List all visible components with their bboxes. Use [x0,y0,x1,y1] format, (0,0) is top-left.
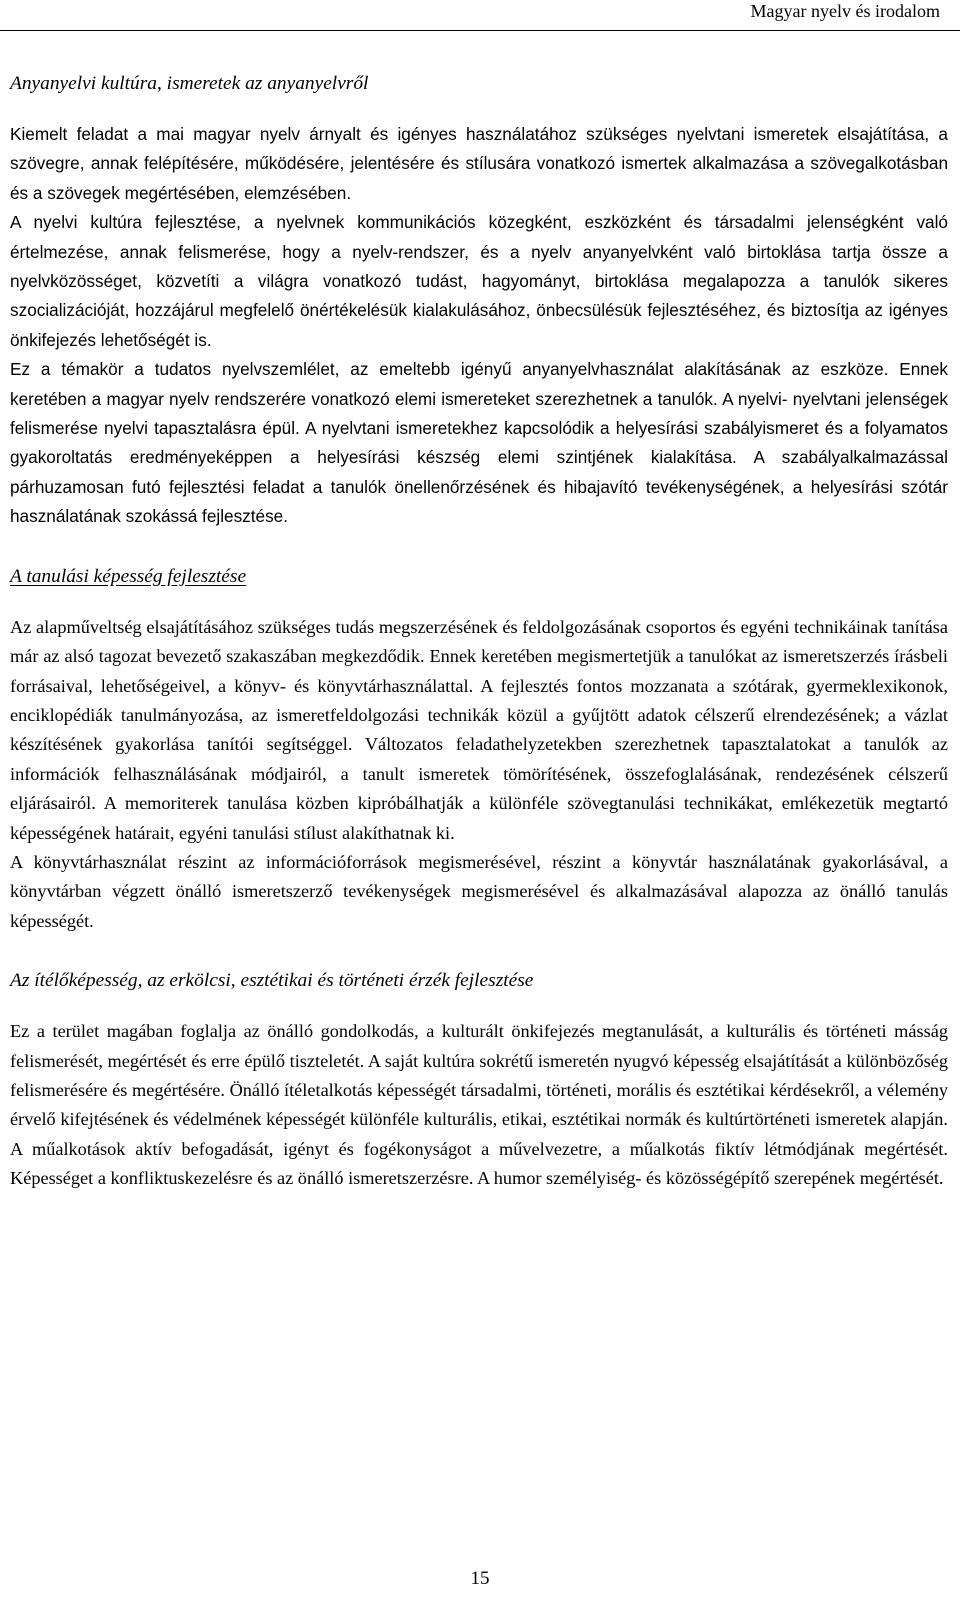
paragraph-nyelvi-kultura: A nyelvi kultúra fejlesztése, a nyelvnek kommunikációs közegként, eszközként és társadalmi jelenségként való értelmezése, annak felismerése, hogy a nyelv-rendszer, és a nyelv anyanyelvként való birtoklása tartja össze a nyelvközösséget, közvetíti a világra vonatkozó tudást, hagyományt, birtoklása megalapozza a tanulók sikeres szocializációját, hozzájárul megfelelő önértékelésük kialakulásához, önbecsülésük fejlesztéséhez, és biztosítja az igényes önkifejezés lehetőségét is. [10,212,948,350]
spacer [10,995,948,1017]
page-body [10,69,948,1194]
paragraph-temakor: Ez a témakör a tudatos nyelvszemlélet, az emeltebb igényű anyanyelvhasználat alakításának az eszköze. Ennek keretében a magyar nyelv rendszerére vonatkozó elemi ismereteket szerezhetnek a tanulók. A nyelvi- nyelvtani jelenségek felismerése nyelvi tapasztalásra épül. A nyelvtani ismeretekhez kapcsolódik a helyesírási szabályismeret és a folyamatos gyakoroltatás eredményeképpen a helyesírási készség elemi szintjének kialakítása. A szabályalkalmazással párhuzamosan futó fejlesztési feladat a tanulók önellenőrzésének és hibajavító tevékenységének, a helyesírási szótár használatának szokássá fejlesztése. [10,359,948,527]
paragraph-konyvtarhasznalat: A könyvtárhasználat részint az információforrások megismerésével, részint a könyvtár használatának gyakorlásával, a könyvtárban végzett önálló ismeretszerző tevékenységek megismerésével és alkalmazásával alapozza az önálló tanulás képességét. [10,851,948,931]
header-rule [0,30,960,31]
spacer [10,936,948,966]
page-number: 15 [470,1568,490,1589]
paragraph-kiemelt-feladat: Kiemelt feladat a mai magyar nyelv árnyalt és igényes használatához szükséges nyelvtani ismeretek elsajátítása, a szövegre, annak felépítésére, működésére, jelentésére és stílusára vonatkozó ismertek alkalmazása a szövegalkotásban és a szövegek megértésében, elemzésében. [10,124,948,203]
paragraph-terulet: Ez a terület magában foglalja az önálló gondolkodás, a kulturált önkifejezés megtanulását, a kulturális és történeti másság felismerését, megértését és erre épülő tiszteletét. A saját kultúra sokrétű ismeretén nyugvó képesség elsajátítását a különbözőség felismerésére és megértésére. Önálló ítéletalkotás képességét társadalmi, történeti, morális és esztétikai kérdésekről, a vélemény érvelő kifejtésének és védelmének képességét különféle kulturális, etikai, esztétikai normák és kultúrtörténeti ismeretek alapján. A műalkotások aktív befogadását, igényt és fogékonyságot a művelvezetre, a műalkotás fiktív létmódjának megértését. Képességet a konfliktuskezelésre és az önálló ismeretszerzésre. A humor személyiség- és közösségépítő szerepének megértését. [10,1021,948,1189]
running-header: Magyar nyelv és irodalom [750,1,940,21]
section-title-anyanyelvi-kultura: Anyanyelvi kultúra, ismeretek az anyanyelvről [10,73,369,94]
spacer [10,532,948,562]
section-title-iteloképesseg: Az ítélőképesség, az erkölcsi, esztétikai és történeti érzék fejlesztése [10,970,534,992]
spacer [10,98,948,120]
section-title-tanulasi-kepesseg: A tanulási képesség fejlesztése [10,565,247,587]
spacer [10,591,948,613]
paragraph-alapmuveltseg: Az alapműveltség elsajátításához szükséges tudás megszerzésének és feldolgozásának csoportos és egyéni technikáinak tanítása már az alsó tagozat bevezető szakaszában megkezdődik. Ennek keretében megismertetjük a tanulókat az ismeretszerzés írásbeli forrásaival, lehetőségeivel, a könyv- és könyvtárhasználattal. A fejlesztés fontos mozzanata a szótárak, gyermeklexikonok, enciklopédiák tanulmányozása, az ismeretfeldolgozási technikák közül a gyűjtött adatok célszerű elrendezésének; a vázlat készítésének gyakorlása tanítói segítséggel. Változatos feladathelyzetekben szerezhetnek tapasztalatokat a tanulók az információk felhasználásának módjairól, a tanult ismeretek tömörítésének, összefoglalásának, rendezésének célszerű eljárásairól. A memoriterek tanulása közben kipróbálhatják a különféle szövegtanulási technikákat, emlékezetük megtartó képességének határait, egyéni tanulási stílust alakíthatnak ki. [10,616,948,843]
